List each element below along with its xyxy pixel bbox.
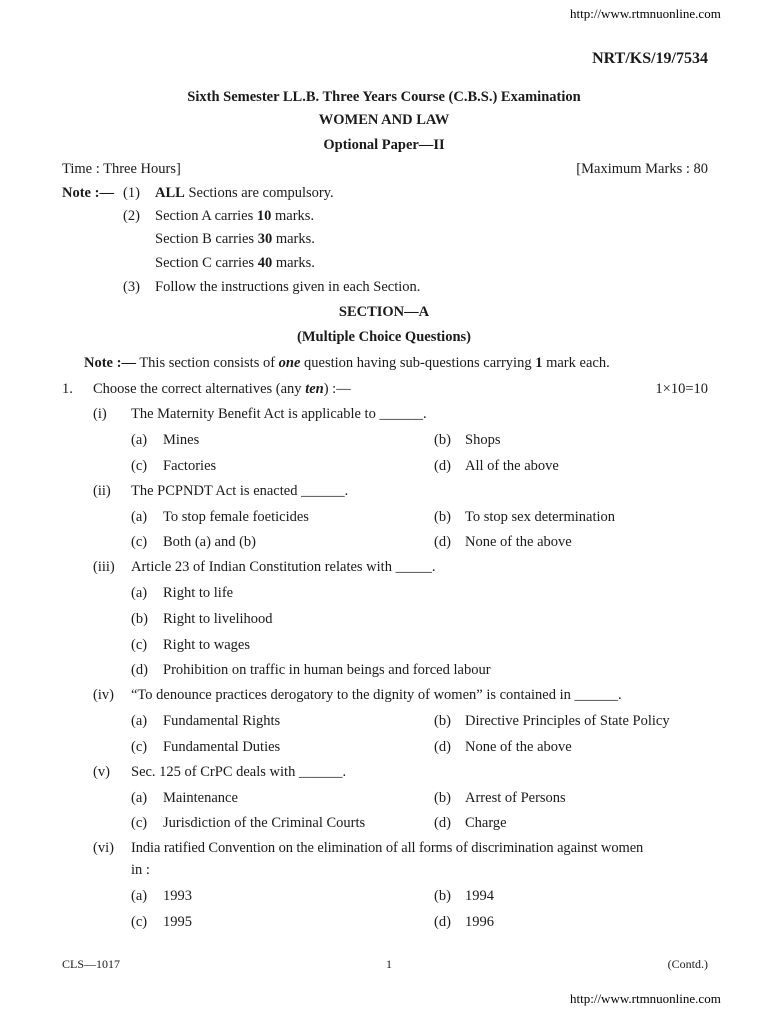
subq-1-opt-d: All of the above <box>465 458 559 474</box>
subq-4-opt-b: Directive Principles of State Policy <box>465 713 670 729</box>
subq-6-opt-c-label: (c) <box>131 914 148 930</box>
footer-code: CLS—1017 <box>62 957 121 971</box>
subq-3-text: Article 23 of Indian Constitution relates with _____. <box>131 559 436 575</box>
subq-4-opt-c: Fundamental Duties <box>163 739 281 755</box>
section-title: SECTION—A <box>338 304 430 320</box>
subq-4-opt-d-label: (d) <box>434 739 451 755</box>
top-url-link[interactable]: http://www.rtmnuonline.com <box>570 6 721 21</box>
contd-label: (Contd.) <box>667 957 708 971</box>
subq-3-opt-b: Right to livelihood <box>163 611 273 627</box>
bottom-url-link[interactable]: http://www.rtmnuonline.com <box>570 991 721 1006</box>
subq-1-opt-d-label: (d) <box>434 458 451 474</box>
note-1-num: (1) <box>123 185 140 201</box>
subq-5-opt-c-label: (c) <box>131 815 148 831</box>
subq-2-opt-d: None of the above <box>465 534 572 550</box>
subq-3-opt-c: Right to wages <box>163 637 250 653</box>
subq-4-num: (iv) <box>93 687 114 703</box>
subq-5-text: Sec. 125 of CrPC deals with ______. <box>131 764 347 780</box>
subq-2-opt-d-label: (d) <box>434 534 451 550</box>
exam-title: Sixth Semester LL.B. Three Years Course (C.B.S.) Examination <box>187 89 581 105</box>
note-3: Follow the instructions given in each Section. <box>155 279 421 295</box>
note-2c: Section C carries 40 marks. <box>155 255 315 271</box>
subq-4-opt-a-label: (a) <box>131 713 148 729</box>
page-number: 1 <box>386 957 392 971</box>
subq-1-text: The Maternity Benefit Act is applicable to ______. <box>131 406 427 422</box>
subq-2-opt-b-label: (b) <box>434 509 451 525</box>
note-2b: Section B carries 30 marks. <box>155 231 315 247</box>
subq-2-text: The PCPNDT Act is enacted ______. <box>131 483 349 499</box>
subq-4-text: “To denounce practices derogatory to the dignity of women” is contained in ______. <box>131 687 622 703</box>
subq-5-opt-d: Charge <box>465 815 507 831</box>
subq-1-opt-a-label: (a) <box>131 432 148 448</box>
note-1: ALL Sections are compulsory. <box>155 185 334 201</box>
subq-1-opt-b: Shops <box>465 432 501 448</box>
section-subtitle: (Multiple Choice Questions) <box>297 329 471 345</box>
subq-6-opt-a: 1993 <box>163 888 192 904</box>
subq-3-opt-a: Right to life <box>163 585 234 601</box>
subq-4-opt-d: None of the above <box>465 739 572 755</box>
subq-2-opt-c: Both (a) and (b) <box>163 534 257 550</box>
subq-2-opt-c-label: (c) <box>131 534 148 550</box>
subq-5-opt-a-label: (a) <box>131 790 148 806</box>
subq-5-opt-d-label: (d) <box>434 815 451 831</box>
subq-4-opt-b-label: (b) <box>434 713 451 729</box>
subq-6-text-cont: in : <box>131 862 150 878</box>
subq-6-opt-a-label: (a) <box>131 888 148 904</box>
subq-2-opt-a-label: (a) <box>131 509 148 525</box>
subq-2-opt-b: To stop sex determination <box>465 509 615 525</box>
subq-2-num: (ii) <box>93 483 111 499</box>
subq-4-opt-c-label: (c) <box>131 739 148 755</box>
subq-5-opt-b-label: (b) <box>434 790 451 806</box>
subq-6-text: India ratified Convention on the elimination of all forms of discrimination against women <box>131 840 644 856</box>
subq-6-opt-d: 1996 <box>465 914 494 930</box>
subject-title: WOMEN AND LAW <box>318 112 450 128</box>
subq-3-opt-d-label: (d) <box>131 662 148 678</box>
subq-6-opt-b: 1994 <box>465 888 494 904</box>
question-number: 1. <box>62 381 73 397</box>
subq-1-num: (i) <box>93 406 107 422</box>
section-note: Note :— This section consists of one question having sub-questions carrying 1 mark each. <box>84 355 610 371</box>
subq-2-opt-a: To stop female foeticides <box>163 509 309 525</box>
paper-code: NRT/KS/19/7534 <box>592 50 708 67</box>
subq-3-opt-a-label: (a) <box>131 585 148 601</box>
subq-3-opt-c-label: (c) <box>131 637 148 653</box>
note-3-num: (3) <box>123 279 140 295</box>
subq-3-num: (iii) <box>93 559 115 575</box>
subq-5-opt-a: Maintenance <box>163 790 238 806</box>
subq-6-num: (vi) <box>93 840 114 856</box>
time-label: Time : Three Hours] <box>62 161 181 177</box>
question-marks: 1×10=10 <box>655 381 708 397</box>
paper-title: Optional Paper—II <box>323 137 445 153</box>
subq-3-opt-d: Prohibition on traffic in human beings and forced labour <box>163 662 491 678</box>
subq-6-opt-d-label: (d) <box>434 914 451 930</box>
note-2-num: (2) <box>123 208 140 224</box>
subq-1-opt-c: Factories <box>163 458 217 474</box>
subq-5-opt-c: Jurisdiction of the Criminal Courts <box>163 815 366 831</box>
max-marks-label: [Maximum Marks : 80 <box>576 161 708 177</box>
subq-6-opt-c: 1995 <box>163 914 192 930</box>
subq-3-opt-b-label: (b) <box>131 611 148 627</box>
subq-1-opt-a: Mines <box>163 432 200 448</box>
question-text: Choose the correct alternatives (any ten) :— <box>93 381 351 397</box>
subq-4-opt-a: Fundamental Rights <box>163 713 281 729</box>
note-label: Note :— <box>62 185 114 201</box>
subq-6-opt-b-label: (b) <box>434 888 451 904</box>
subq-5-num: (v) <box>93 764 110 780</box>
subq-1-opt-b-label: (b) <box>434 432 451 448</box>
note-2: Section A carries 10 marks. <box>155 208 315 224</box>
subq-1-opt-c-label: (c) <box>131 458 148 474</box>
subq-5-opt-b: Arrest of Persons <box>465 790 566 806</box>
